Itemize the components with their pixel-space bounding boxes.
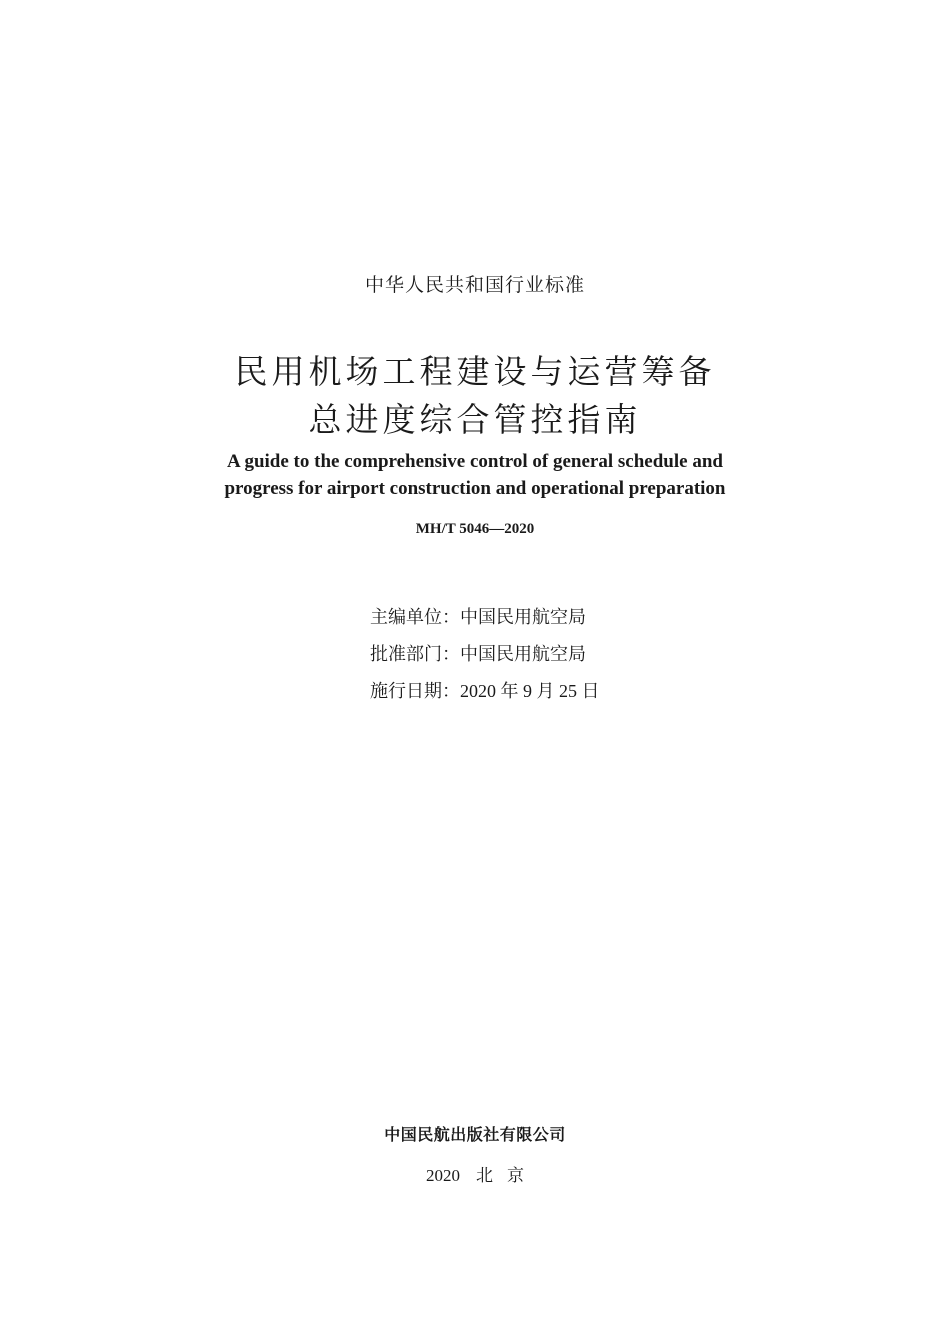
- standard-classification: 中华人民共和国行业标准: [364, 274, 585, 296]
- approver-row: [370, 641, 600, 678]
- title-english-line-2: progress for airport construction and operational preparation: [224, 478, 726, 499]
- effective-date-row: [370, 678, 600, 715]
- effective-date-label: 施行日期：: [370, 681, 460, 701]
- publication-city-char-1: 北: [476, 1166, 493, 1185]
- editor-row: [370, 604, 600, 641]
- publication-year: 2020: [426, 1166, 460, 1185]
- title-english-line-1: A guide to the comprehensive control of general schedule and: [227, 451, 723, 472]
- publication-place-year: [0, 1161, 950, 1186]
- editor-value: 中国民用航空局: [460, 607, 586, 627]
- title-chinese-line-1: 民用机场工程建设与运营筹备: [234, 352, 716, 391]
- publication-city-char-2: 京: [507, 1166, 524, 1185]
- standard-code: MH/T 5046—2020: [415, 521, 535, 537]
- title-chinese-line-2: 总进度综合管控指南: [308, 400, 642, 439]
- info-block: [370, 604, 600, 715]
- effective-date-value: 2020 年 9 月 25 日: [460, 681, 600, 701]
- editor-label: 主编单位：: [370, 607, 460, 627]
- publisher-name: 中国民航出版社有限公司: [384, 1125, 566, 1144]
- approver-value: 中国民用航空局: [460, 644, 586, 664]
- approver-label: 批准部门：: [370, 644, 460, 664]
